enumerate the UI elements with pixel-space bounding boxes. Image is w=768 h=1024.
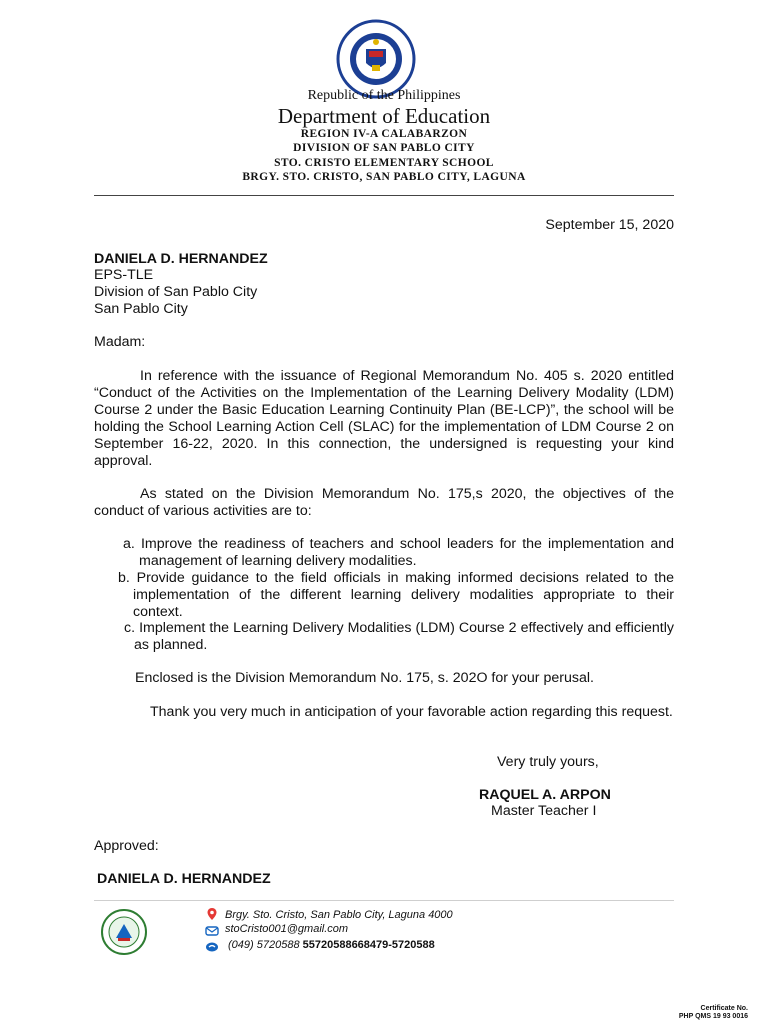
approver-name: DANIELA D. HERNANDEZ: [97, 871, 271, 887]
location-pin-icon: [205, 907, 219, 921]
footer-phone-prefix: (049) 5720588: [228, 939, 303, 951]
division-heading: DIVISION OF SAN PABLO CITY: [293, 142, 475, 154]
approved-label: Approved:: [94, 838, 159, 854]
certificate-label: Certificate No.: [700, 1005, 748, 1012]
objective-c-marker: c.: [124, 620, 136, 636]
recipient-name: DANIELA D. HERNANDEZ: [94, 251, 268, 267]
recipient-city: San Pablo City: [94, 301, 188, 317]
signatory-title: Master Teacher I: [491, 803, 597, 819]
objective-a-text: Improve the readiness of teachers and school leaders for the implementation and management of learning delivery modalities.: [139, 536, 674, 569]
school-heading: STO. CRISTO ELEMENTARY SCHOOL: [274, 157, 494, 169]
department-heading: Department of Education: [277, 104, 491, 128]
paragraph-intro: In reference with the issuance of Regional Memorandum No. 405 s. 2020 entitled “Conduct of the Activities on the Implementation of the Learning Delivery Modality (LDM) Course 2 under the Basic Education Learning Continuity Plan (BE-LCP)”, the school will be holding the School Learning Action Cell (SLAC) for the implementation of LDM Course 2 on September 16-22, 2020. In this connection, the undersigned is requesting your kind approval.: [94, 368, 674, 469]
closing: Very truly yours,: [497, 754, 599, 770]
footer-address: Brgy. Sto. Cristo, San Pablo City, Laguna 4000: [225, 909, 453, 921]
certificate-number: PHP QMS 19 93 0016: [678, 1013, 748, 1020]
paragraph-enclosure: Enclosed is the Division Memorandum No. 175, s. 202O for your perusal.: [135, 670, 594, 686]
salutation: Madam:: [94, 334, 146, 350]
header-divider: [94, 195, 674, 196]
objective-b-text: Provide guidance to the field officials in making informed decisions related to the implementation of the different learning delivery modalities appropriate to their context.: [133, 570, 674, 620]
letter-date: September 15, 2020: [545, 217, 674, 233]
objective-c-text: Implement the Learning Delivery Modalities (LDM) Course 2 effectively and efficiently as planned.: [134, 620, 674, 653]
objective-b: [94, 570, 674, 621]
school-logo: [100, 908, 148, 956]
republic-heading: Republic of the Philippines: [307, 88, 461, 103]
footer-phone: [228, 939, 435, 951]
deped-seal-logo: [336, 19, 416, 99]
recipient-office: Division of San Pablo City: [94, 284, 258, 300]
objective-b-marker: b.: [118, 570, 130, 586]
footer-email: stoCristo001@gmail.com: [225, 923, 349, 935]
phone-icon: [205, 940, 219, 954]
objective-a-marker: a.: [123, 536, 135, 552]
recipient-position: EPS-TLE: [94, 267, 154, 283]
paragraph-objectives-intro: As stated on the Division Memorandum No. 175,s 2020, the objectives of the conduct of various activities are to:: [94, 486, 674, 519]
footer-divider: [94, 900, 674, 901]
objective-c: [94, 620, 674, 654]
region-heading: REGION IV-A CALABARZON: [300, 128, 468, 140]
paragraph-thanks: Thank you very much in anticipation of your favorable action regarding this request.: [150, 704, 673, 720]
signatory-name: RAQUEL A. ARPON: [479, 787, 611, 803]
objective-a: [94, 536, 674, 570]
email-icon: [205, 924, 219, 938]
footer-phone-numbers: 55720588668479-5720588: [302, 939, 435, 951]
school-address-heading: BRGY. STO. CRISTO, SAN PABLO CITY, LAGUNA: [242, 171, 526, 183]
